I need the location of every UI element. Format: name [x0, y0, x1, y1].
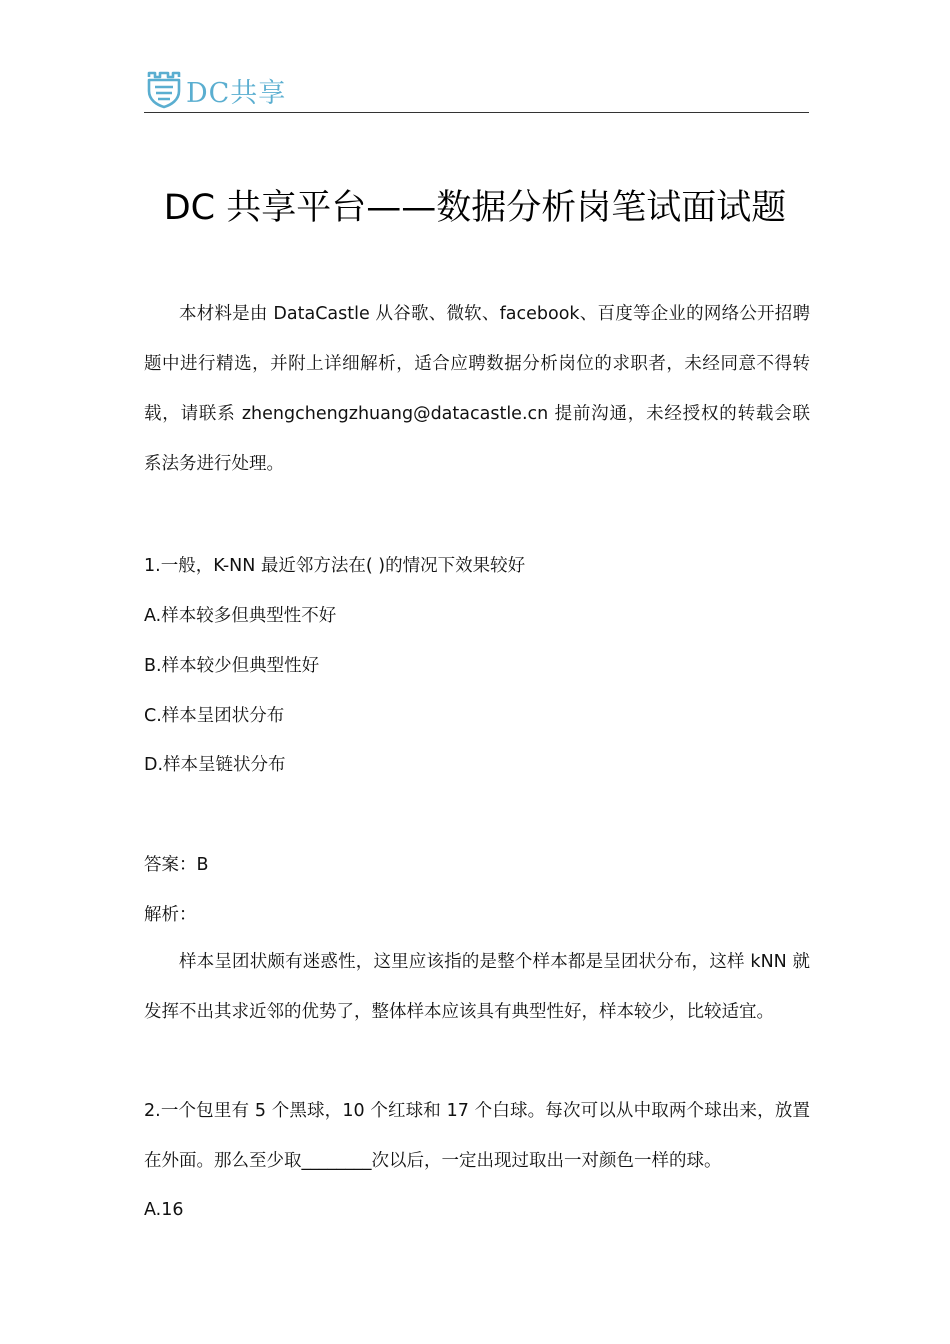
answer: 答案：B	[144, 855, 209, 875]
option-a: A.16	[144, 1200, 184, 1220]
analysis-paragraph: 样本呈团状颇有迷惑性，这里应该指的是整个样本都是呈团状分布，这样 kNN 就发挥不出其求近邻的优势了，整体样本应该具有典型性好，样本较少，比较适宜。	[144, 952, 810, 1022]
option-b: B.样本较少但典型性好	[144, 656, 320, 676]
option-d: D.样本呈链状分布	[144, 755, 286, 775]
logo-text: DC共享	[186, 77, 287, 109]
question-1: 1.一般，K-NN 最近邻方法在( )的情况下效果较好	[144, 556, 526, 576]
page-header	[144, 70, 809, 114]
option-c: C.样本呈团状分布	[144, 706, 285, 726]
logo	[146, 70, 286, 110]
option-a: A.样本较多但典型性不好	[144, 606, 337, 626]
castle-shield-icon	[146, 71, 182, 109]
header-divider	[144, 112, 809, 113]
intro-paragraph: 本材料是由 DataCastle 从谷歌、微软、facebook、百度等企业的网络公开招聘题中进行精选，并附上详细解析，适合应聘数据分析岗位的求职者，未经同意不得转载，请联系 zhengchengzhuang@datacastle.cn 提前沟通，未经授权的转载会联系法务进行处理。	[144, 304, 810, 474]
question-2: 2.一个包里有 5 个黑球，10 个红球和 17 个白球。每次可以从中取两个球出来，放置在外面。那么至少取________次以后，一定出现过取出一对颜色一样的球。	[144, 1101, 810, 1171]
analysis-label: 解析：	[144, 905, 197, 925]
page-title: DC 共享平台——数据分析岗笔试面试题	[163, 188, 787, 228]
